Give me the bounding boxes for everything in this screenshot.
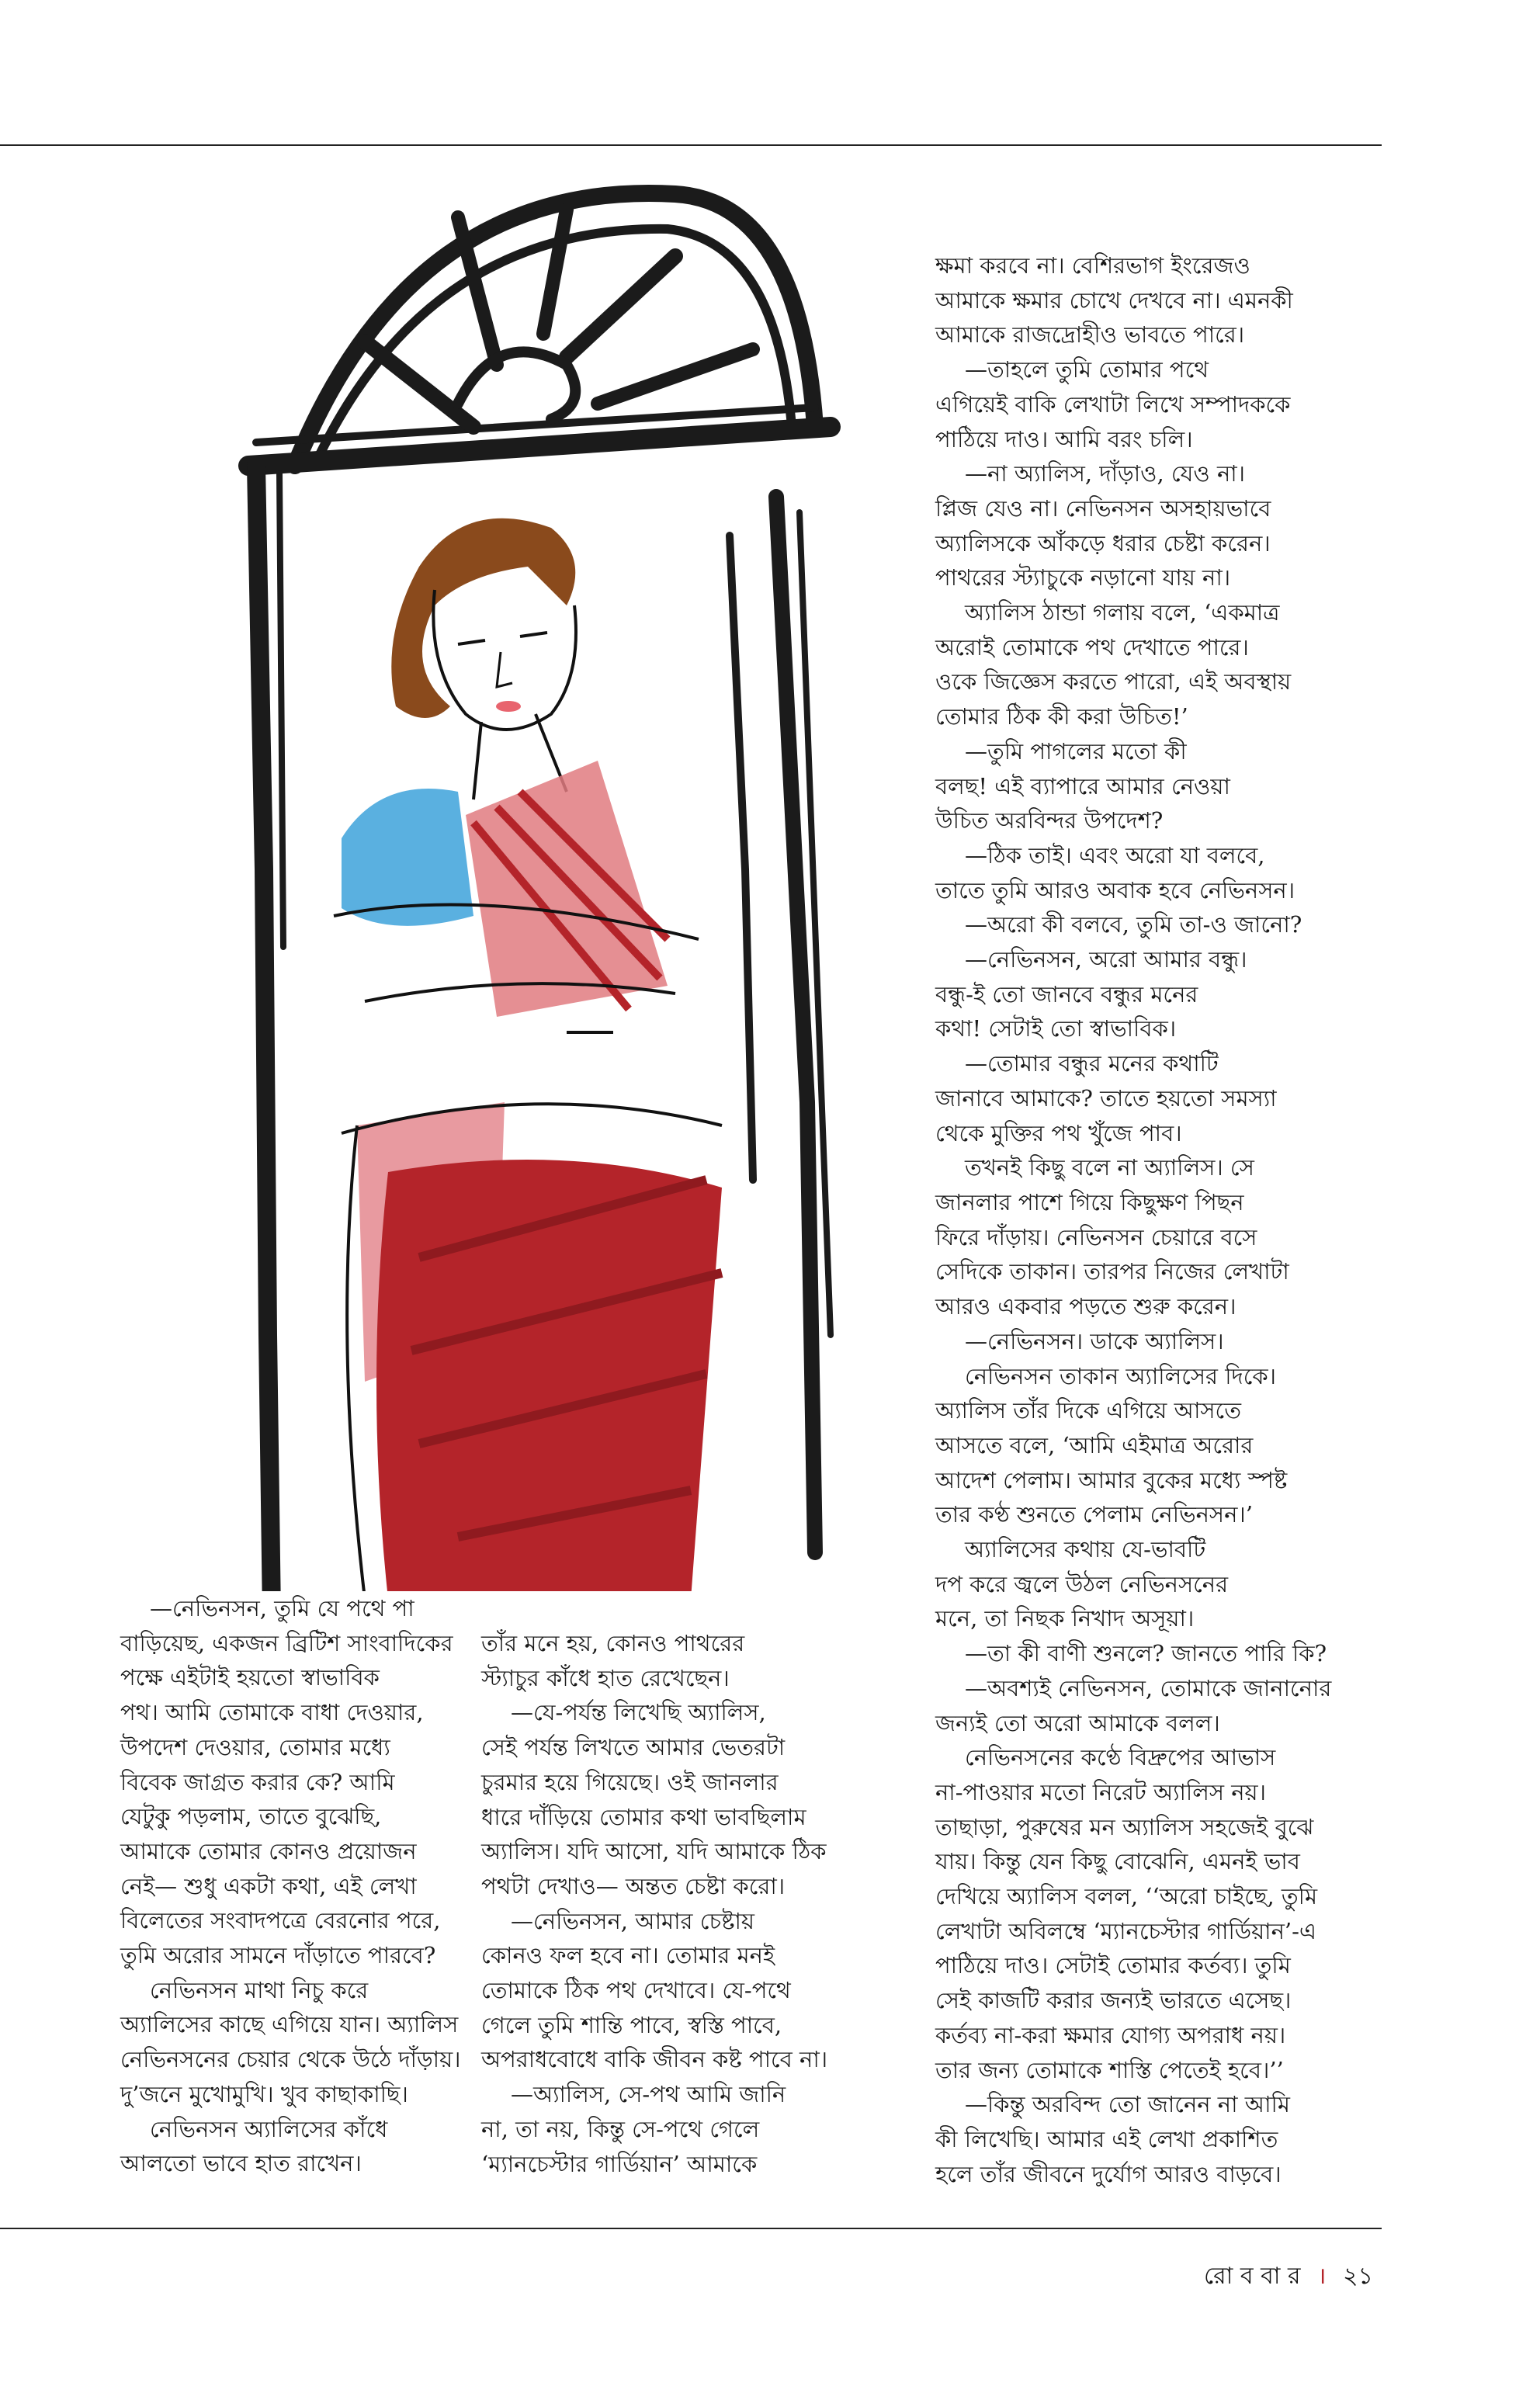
text-line: —নেভিনসন, আমার চেষ্টায়: [511, 1907, 754, 1934]
text-line: পথ। আমি তোমাকে বাধা দেওয়ার,: [120, 1699, 424, 1726]
footer-separator: ।: [1317, 2263, 1327, 2290]
magazine-name: রো ব বা র: [1203, 2263, 1301, 2290]
text-line: চুরমার হয়ে গিয়েছে। ওই জানলার: [481, 1768, 779, 1795]
text-line: স্ট্যাচুর কাঁধে হাত রেখেছেন।: [481, 1664, 730, 1691]
woman-figure: [334, 518, 722, 1591]
text-line: প্লিজ যেও না। নেভিনসন অসহায়ভাবে: [935, 494, 1271, 522]
text-line: জানাবে আমাকে? তাতে হয়তো সমস্যা: [935, 1084, 1277, 1112]
text-line: এগিয়েই বাকি লেখাটা লিখে সম্পাদককে: [935, 390, 1291, 418]
text-line: অ্যালিসের কাছে এগিয়ে যান। অ্যালিস: [120, 2011, 459, 2038]
text-line: তার জন্য তোমাকে শাস্তি পেতেই হবে।’’: [935, 2056, 1284, 2083]
text-line: পাঠিয়ে দাও। সেটাই তোমার কর্তব্য। তুমি: [935, 1952, 1291, 1979]
text-line: তোমাকে ঠিক পথ দেখাবে। যে-পথে: [481, 1977, 791, 2004]
text-line: তাছাড়া, পুরুষের মন অ্যালিস সহজেই বুঝে: [935, 1813, 1314, 1840]
text-line: বাড়িয়েছ, একজন ব্রিটিশ সাংবাদিকের: [120, 1629, 453, 1656]
text-line: তখনই কিছু বলে না অ্যালিস। সে: [965, 1154, 1254, 1181]
text-line: যায়। কিন্তু যেন কিছু বোঝেনি, এমনই ভাব: [935, 1848, 1300, 1875]
text-line: ক্ষমা করবে না। বেশিরভাগ ইংরেজও: [935, 252, 1250, 279]
text-line: —কিন্তু অরবিন্দ তো জানেন না আমি: [965, 2091, 1290, 2118]
text-line: ফিরে দাঁড়ায়। নেভিনসন চেয়ারে বসে: [935, 1223, 1257, 1250]
illustration: [132, 171, 908, 1591]
text-line: —তুমি পাগলের মতো কী: [965, 737, 1187, 765]
text-line: —নেভিনসন, অরো আমার বন্ধু।: [965, 946, 1247, 973]
text-line: আমাকে তোমার কোনও প্রয়োজন: [120, 1837, 417, 1864]
text-line: তাঁর মনে হয়, কোনও পাথরের: [481, 1630, 745, 1656]
text-line: —অবশ্যই নেভিনসন, তোমাকে জানানোর: [965, 1674, 1332, 1701]
text-line: —না অ্যালিস, দাঁড়াও, যেও না।: [965, 460, 1246, 487]
text-line: আসতে বলে, ‘আমি এইমাত্র অরোর: [935, 1431, 1254, 1458]
text-line: পাঠিয়ে দাও। আমি বরং চলি।: [935, 425, 1193, 453]
text-line: আলতো ভাবে হাত রাখেন।: [120, 2150, 362, 2177]
text-line: কী লিখেছি। আমার এই লেখা প্রকাশিত: [935, 2125, 1278, 2152]
text-column-3: [935, 248, 1331, 2191]
text-line: সেদিকে তাকান। তারপর নিজের লেখাটা: [935, 1258, 1289, 1285]
text-line: —তোমার বন্ধুর মনের কথাটি: [965, 1050, 1219, 1077]
text-line: কোনও ফল হবে না। তোমার মনই: [481, 1942, 775, 1969]
text-line: বন্ধু-ই তো জানবে বন্ধুর মনের: [935, 980, 1198, 1007]
text-line: জানলার পাশে গিয়ে কিছুক্ষণ পিছন: [935, 1188, 1244, 1216]
text-line: আরও একবার পড়তে শুরু করেন।: [935, 1293, 1237, 1320]
text-line: তাতে তুমি আরও অবাক হবে নেভিনসন।: [935, 876, 1295, 903]
text-line: ‘ম্যানচেস্টার গার্ডিয়ান’ আমাকে: [481, 2150, 758, 2177]
text-line: তুমি অরোর সামনে দাঁড়াতে পারবে?: [120, 1942, 436, 1969]
text-line: অ্যালিস তাঁর দিকে এগিয়ে আসতে: [935, 1397, 1241, 1424]
text-line: —যে-পর্যন্ত লিখেছি অ্যালিস,: [511, 1699, 766, 1726]
text-line: অরোই তোমাকে পথ দেখাতে পারে।: [935, 633, 1249, 661]
hair: [391, 518, 575, 718]
text-line: বিবেক জাগ্রত করার কে? আমি: [120, 1768, 395, 1795]
text-line: কর্তব্য না-করা ক্ষমার যোগ্য অপরাধ নয়।: [935, 2021, 1286, 2048]
text-line: না, তা নয়, কিন্তু সে-পথে গেলে: [481, 2115, 760, 2142]
text-line: যেটুকু পড়লাম, তাতে বুঝেছি,: [120, 1803, 382, 1830]
text-line: বলছ! এই ব্যাপারে আমার নেওয়া: [935, 772, 1230, 799]
text-line: তার কণ্ঠ শুনতে পেলাম নেভিনসন।’: [935, 1501, 1253, 1528]
text-line: —ঠিক তাই। এবং অরো যা বলবে,: [965, 841, 1265, 869]
text-line: অ্যালিস। যদি আসো, যদি আমাকে ঠিক: [481, 1838, 827, 1865]
text-line: লেখাটা অবিলম্বে ‘ম্যানচেস্টার গার্ডিয়ান’-এ: [935, 1917, 1316, 1944]
text-line: পাথরের স্ট্যাচুকে নড়ানো যায় না।: [935, 564, 1231, 591]
text-line: সেই পর্যন্ত লিখতে আমার ভেতরটা: [481, 1734, 786, 1761]
text-line: থেকে মুক্তির পথ খুঁজে পাব।: [935, 1119, 1182, 1146]
text-line: আমাকে ক্ষমার চোখে দেখবে না। এমনকী: [935, 286, 1293, 314]
text-column-2: [481, 1626, 827, 2181]
top-rule: [0, 144, 1382, 146]
text-line: —তাহলে তুমি তোমার পথে: [965, 356, 1209, 383]
text-line: তোমার ঠিক কী করা উচিত!’: [935, 703, 1188, 730]
text-line: —নেভিনসন। ডাকে অ্যালিস।: [965, 1327, 1224, 1354]
text-line: নেই— শুধু একটা কথা, এই লেখা: [120, 1872, 417, 1899]
text-line: অপরাধবোধে বাকি জীবন কষ্ট পাবে না।: [481, 2046, 828, 2073]
bottom-rule: [0, 2228, 1382, 2229]
text-line: অ্যালিসকে আঁকড়ে ধরার চেষ্টা করেন।: [935, 529, 1271, 557]
page-number: ২১: [1343, 2263, 1373, 2290]
text-line: হলে তাঁর জীবনে দুর্যোগ আরও বাড়বে।: [935, 2160, 1282, 2187]
text-line: জন্যই তো অরো আমাকে বলল।: [935, 1709, 1220, 1736]
text-line: নেভিনসন মাথা নিচু করে: [150, 1976, 369, 2003]
text-line: —নেভিনসন, তুমি যে পথে পা: [150, 1595, 414, 1621]
text-line: দু’জনে মুখোমুখি। খুব কাছাকাছি।: [120, 2080, 408, 2107]
text-line: নেভিনসন অ্যালিসের কাঁধে: [150, 2115, 388, 2142]
text-line: নেভিনসনের কণ্ঠে বিদ্রুপের আভাস: [965, 1744, 1276, 1771]
text-line: —তা কী বাণী শুনলে? জানতে পারি কি?: [965, 1640, 1327, 1667]
text-line: বিলেতের সংবাদপত্রে বেরনোর পরে,: [120, 1907, 441, 1934]
text-line: অ্যালিস ঠান্ডা গলায় বলে, ‘একমাত্র: [965, 599, 1280, 626]
text-line: আমাকে রাজদ্রোহীও ভাবতে পারে।: [935, 321, 1245, 349]
text-line: দেখিয়ে অ্যালিস বলল, ‘‘অরো চাইছে, তুমি: [935, 1883, 1318, 1910]
text-line: নেভিনসনের চেয়ার থেকে উঠে দাঁড়ায়।: [120, 2046, 461, 2073]
page-footer: [1204, 2257, 1373, 2297]
saree-pallu: [466, 761, 668, 1017]
text-line: অ্যালিসের কথায় যে-ভাবটি: [965, 1536, 1206, 1563]
text-line: ধারে দাঁড়িয়ে তোমার কথা ভাবছিলাম: [481, 1803, 806, 1830]
text-line: গেলে তুমি শান্তি পাবে, স্বস্তি পাবে,: [481, 2011, 782, 2038]
text-line: সেই কাজটি করার জন্যই ভারতে এসেছ।: [935, 1987, 1292, 2014]
text-line: দপ করে জ্বলে উঠল নেভিনসনের: [935, 1570, 1229, 1597]
text-line: উপদেশ দেওয়ার, তোমার মধ্যে: [120, 1733, 390, 1760]
text-line: কথা! সেটাই তো স্বাভাবিক।: [935, 1015, 1177, 1042]
text-line: পথটা দেখাও— অন্তত চেষ্টা করো।: [481, 1872, 786, 1899]
text-line: মনে, তা নিছক নিখাদ অসূয়া।: [935, 1605, 1195, 1632]
text-column-1: [120, 1591, 461, 2181]
text-line: আদেশ পেলাম। আমার বুকের মধ্যে স্পষ্ট: [935, 1466, 1288, 1493]
text-line: ওকে জিজ্ঞেস করতে পারো, এই অবস্থায়: [935, 668, 1292, 695]
text-line: —অরো কী বলবে, তুমি তা-ও জানো?: [965, 911, 1302, 938]
text-line: উচিত অরবিন্দর উপদেশ?: [935, 807, 1164, 834]
lips: [496, 701, 521, 712]
text-line: নেভিনসন তাকান অ্যালিসের দিকে।: [965, 1362, 1277, 1389]
text-line: পক্ষে এইটাই হয়তো স্বাভাবিক: [120, 1664, 380, 1691]
text-line: —অ্যালিস, সে-পথ আমি জানি: [511, 2081, 786, 2108]
text-line: না-পাওয়ার মতো নিরেট অ্যালিস নয়।: [935, 1778, 1266, 1805]
